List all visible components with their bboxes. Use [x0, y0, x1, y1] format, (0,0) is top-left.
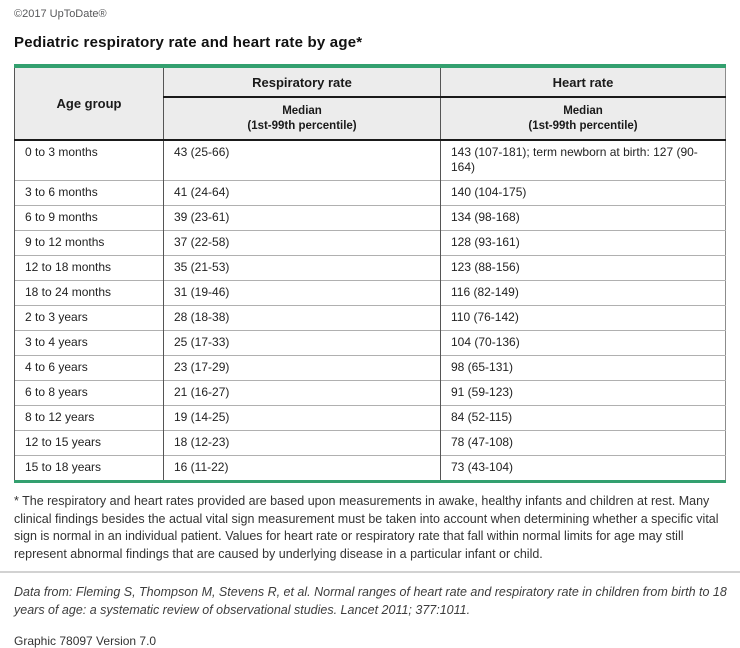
heart-rate-cell: 104 (70-136) [441, 331, 726, 356]
table-row [15, 406, 726, 431]
respiratory-rate-cell: 39 (23-61) [164, 206, 441, 231]
section-divider [0, 571, 740, 573]
copyright-notice: ©2017 UpToDate® [14, 8, 107, 20]
heart-rate-cell: 98 (65-131) [441, 356, 726, 381]
heart-rate-cell: 73 (43-104) [441, 456, 726, 482]
age-group-cell: 15 to 18 years [15, 456, 164, 482]
subheader-median-label: Median [282, 104, 322, 117]
age-group-cell: 9 to 12 months [15, 231, 164, 256]
table-row [15, 456, 726, 482]
age-group-cell: 18 to 24 months [15, 281, 164, 306]
table-row [15, 206, 726, 231]
respiratory-rate-cell: 28 (18-38) [164, 306, 441, 331]
age-group-cell: 4 to 6 years [15, 356, 164, 381]
footnote-text: * The respiratory and heart rates provided are based upon measurements in awake, healthy infants and children at rest. Many clinical findings besides the actual vital sign measurement must be taken into account when determining whether a specific vital sign is normal in an individual patient. Values for heart rate or respiratory rate that fall within normal limits for age may still represent abnormal findings that are caused by underlying disease in a particular infant or child. [14, 494, 719, 561]
subheader-respiratory-median [164, 97, 441, 140]
respiratory-rate-cell: 16 (11-22) [164, 456, 441, 482]
table-body [15, 140, 726, 482]
subheader-heart-median [441, 97, 726, 140]
respiratory-rate-cell: 35 (21-53) [164, 256, 441, 281]
table-row [15, 256, 726, 281]
heart-rate-cell: 123 (88-156) [441, 256, 726, 281]
table-row [15, 306, 726, 331]
respiratory-rate-cell: 23 (17-29) [164, 356, 441, 381]
graphic-version-label: Graphic 78097 Version 7.0 [14, 634, 157, 648]
subheader-median-label: Median [563, 104, 603, 117]
table-row [15, 231, 726, 256]
table-row [15, 331, 726, 356]
age-group-cell: 6 to 9 months [15, 206, 164, 231]
table-row [15, 140, 726, 181]
respiratory-rate-cell: 41 (24-64) [164, 181, 441, 206]
age-group-cell: 3 to 4 years [15, 331, 164, 356]
heart-rate-cell: 91 (59-123) [441, 381, 726, 406]
heart-rate-cell: 134 (98-168) [441, 206, 726, 231]
data-source-citation: Data from: Fleming S, Thompson M, Stevens R, et al. Normal ranges of heart rate and respiratory rate in children from birth to 18 years of age: a systematic review of observational studies. Lancet 2011; 377:1011. [14, 585, 727, 617]
age-group-cell: 8 to 12 years [15, 406, 164, 431]
page-title: Pediatric respiratory rate and heart rate by age* [14, 34, 363, 51]
table-row [15, 381, 726, 406]
respiratory-rate-cell: 18 (12-23) [164, 431, 441, 456]
table-row [15, 431, 726, 456]
age-group-cell: 12 to 18 months [15, 256, 164, 281]
heart-rate-cell: 84 (52-115) [441, 406, 726, 431]
respiratory-rate-cell: 25 (17-33) [164, 331, 441, 356]
heart-rate-cell: 143 (107-181); term newborn at birth: 127 (90-164) [441, 140, 726, 181]
age-group-cell: 0 to 3 months [15, 140, 164, 181]
age-group-cell: 12 to 15 years [15, 431, 164, 456]
respiratory-rate-cell: 19 (14-25) [164, 406, 441, 431]
age-group-cell: 2 to 3 years [15, 306, 164, 331]
vital-signs-table [14, 64, 726, 483]
age-group-cell: 6 to 8 years [15, 381, 164, 406]
heart-rate-cell: 78 (47-108) [441, 431, 726, 456]
heart-rate-cell: 116 (82-149) [441, 281, 726, 306]
age-group-cell: 3 to 6 months [15, 181, 164, 206]
respiratory-rate-cell: 21 (16-27) [164, 381, 441, 406]
heart-rate-cell: 110 (76-142) [441, 306, 726, 331]
table-row [15, 281, 726, 306]
heart-rate-cell: 128 (93-161) [441, 231, 726, 256]
subheader-percentile-label: (1st-99th percentile) [528, 119, 638, 132]
table-row [15, 356, 726, 381]
respiratory-rate-cell: 31 (19-46) [164, 281, 441, 306]
column-header-age-group: Age group [15, 66, 164, 140]
heart-rate-cell: 140 (104-175) [441, 181, 726, 206]
column-header-respiratory-rate: Respiratory rate [164, 66, 441, 97]
table-header [15, 66, 726, 140]
table-row [15, 181, 726, 206]
respiratory-rate-cell: 37 (22-58) [164, 231, 441, 256]
respiratory-rate-cell: 43 (25-66) [164, 140, 441, 181]
column-header-heart-rate: Heart rate [441, 66, 726, 97]
subheader-percentile-label: (1st-99th percentile) [247, 119, 357, 132]
